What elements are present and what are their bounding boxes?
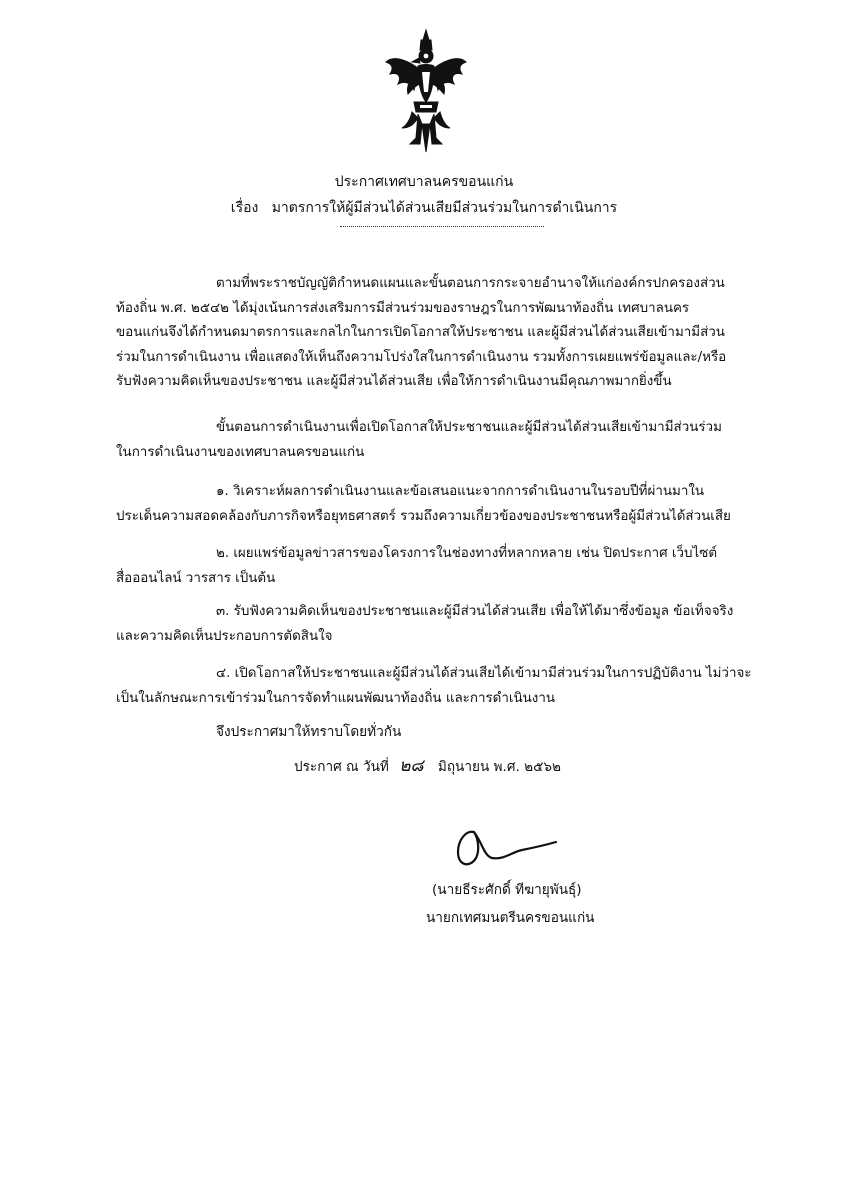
- date-prefix: ประกาศ ณ วันที่: [294, 759, 389, 775]
- date-month-year: มิถุนายน พ.ศ. ๒๕๖๒: [437, 759, 561, 775]
- garuda-emblem-icon: [384, 28, 468, 156]
- list-item-line: สื่อออนไลน์ วารสาร เป็นต้น: [116, 570, 276, 586]
- header-divider: [340, 226, 544, 227]
- list-item-line: ๔. เปิดโอกาสให้ประชาชนและผู้มีส่วนได้ส่วนเสียได้เข้ามามีส่วนร่วมในการปฏิบัติงาน ไม่ว่าจะ: [216, 666, 752, 681]
- paragraph-line: ร่วมในการดำเนินงาน เพื่อแสดงให้เห็นถึงความโปร่งใสในการดำเนินงาน รวมทั้งการเผยแพร่ข้อมูลและ/หรือ: [116, 349, 727, 365]
- list-item-line: ๓. รับฟังความคิดเห็นของประชาชนและผู้มีส่วนได้ส่วนเสีย เพื่อให้ได้มาซึ่งข้อมูล ข้อเท็จจริง: [216, 604, 734, 619]
- paragraph-line: ตามที่พระราชบัญญัติกำหนดแผนและขั้นตอนการกระจายอำนาจให้แก่องค์กรปกครองส่วน: [216, 276, 725, 291]
- list-item: [116, 542, 764, 591]
- list-item-line: ๒. เผยแพร่ข้อมูลข่าวสารของโครงการในช่องทางที่หลากหลาย เช่น ปิดประกาศ เว็บไซต์: [216, 546, 718, 561]
- list-item-line: ประเด็นความสอดคล้องกับภารกิจหรือยุทธศาสตร์ รวมถึงความเกี่ยวข้องของประชาชนหรือผู้มีส่วนได้ส่วนเสีย: [116, 508, 731, 524]
- subject-text: มาตรการให้ผู้มีส่วนได้ส่วนเสียมีส่วนร่วมในการดำเนินการ: [271, 200, 618, 216]
- list-item-line: และความคิดเห็นประกอบการตัดสินใจ: [116, 628, 333, 644]
- list-item: [116, 600, 764, 649]
- announcement-date: [294, 756, 561, 777]
- list-item-line: เป็นในลักษณะการเข้าร่วมในการจัดทำแผนพัฒนาท้องถิ่น และการดำเนินงาน: [116, 690, 555, 706]
- subject-label: เรื่อง: [230, 200, 259, 216]
- signatory-name: (นายธีระศักดิ์ ทีฆายุพันธุ์): [432, 882, 582, 898]
- signatory-position: นายกเทศมนตรีนครขอนแก่น: [426, 910, 595, 926]
- paragraph-line: ท้องถิ่น พ.ศ. ๒๕๔๒ ได้มุ่งเน้นการส่งเสริมการมีส่วนร่วมของราษฎรในการพัฒนาท้องถิ่น เทศบาลนคร: [116, 300, 690, 316]
- date-day-handwritten: ๒๘: [399, 756, 424, 776]
- list-item: [116, 480, 764, 529]
- paragraph-line: ในการดำเนินงานของเทศบาลนครขอนแก่น: [116, 444, 365, 460]
- closing-line: จึงประกาศมาให้ทราบโดยทั่วกัน: [216, 724, 402, 740]
- paragraph-line: รับฟังความคิดเห็นของประชาชน และผู้มีส่วนได้ส่วนเสีย เพื่อให้การดำเนินงานมีคุณภาพมากยิ่งขึ้น: [116, 374, 672, 389]
- paragraph-line: ขั้นตอนการดำเนินงานเพื่อเปิดโอกาสให้ประชาชนและผู้มีส่วนได้ส่วนเสียเข้ามามีส่วนร่วม: [216, 420, 722, 435]
- paragraph-line: ขอนแก่นจึงได้กำหนดมาตรการและกลไกในการเปิดโอกาสให้ประชาชน และผู้มีส่วนได้ส่วนเสียเข้ามามีส่วน: [116, 325, 725, 340]
- paragraph-intro: [116, 272, 764, 395]
- issuer-title: ประกาศเทศบาลนครขอนแก่น: [334, 174, 514, 190]
- subject-line: [0, 198, 848, 218]
- paragraph-steps: [116, 416, 764, 465]
- list-item-line: ๑. วิเคราะห์ผลการดำเนินงานและข้อเสนอแนะจากการดำเนินงานในรอบปีที่ผ่านมาใน: [216, 484, 705, 499]
- handwritten-signature: [452, 822, 572, 874]
- list-item: [116, 662, 764, 711]
